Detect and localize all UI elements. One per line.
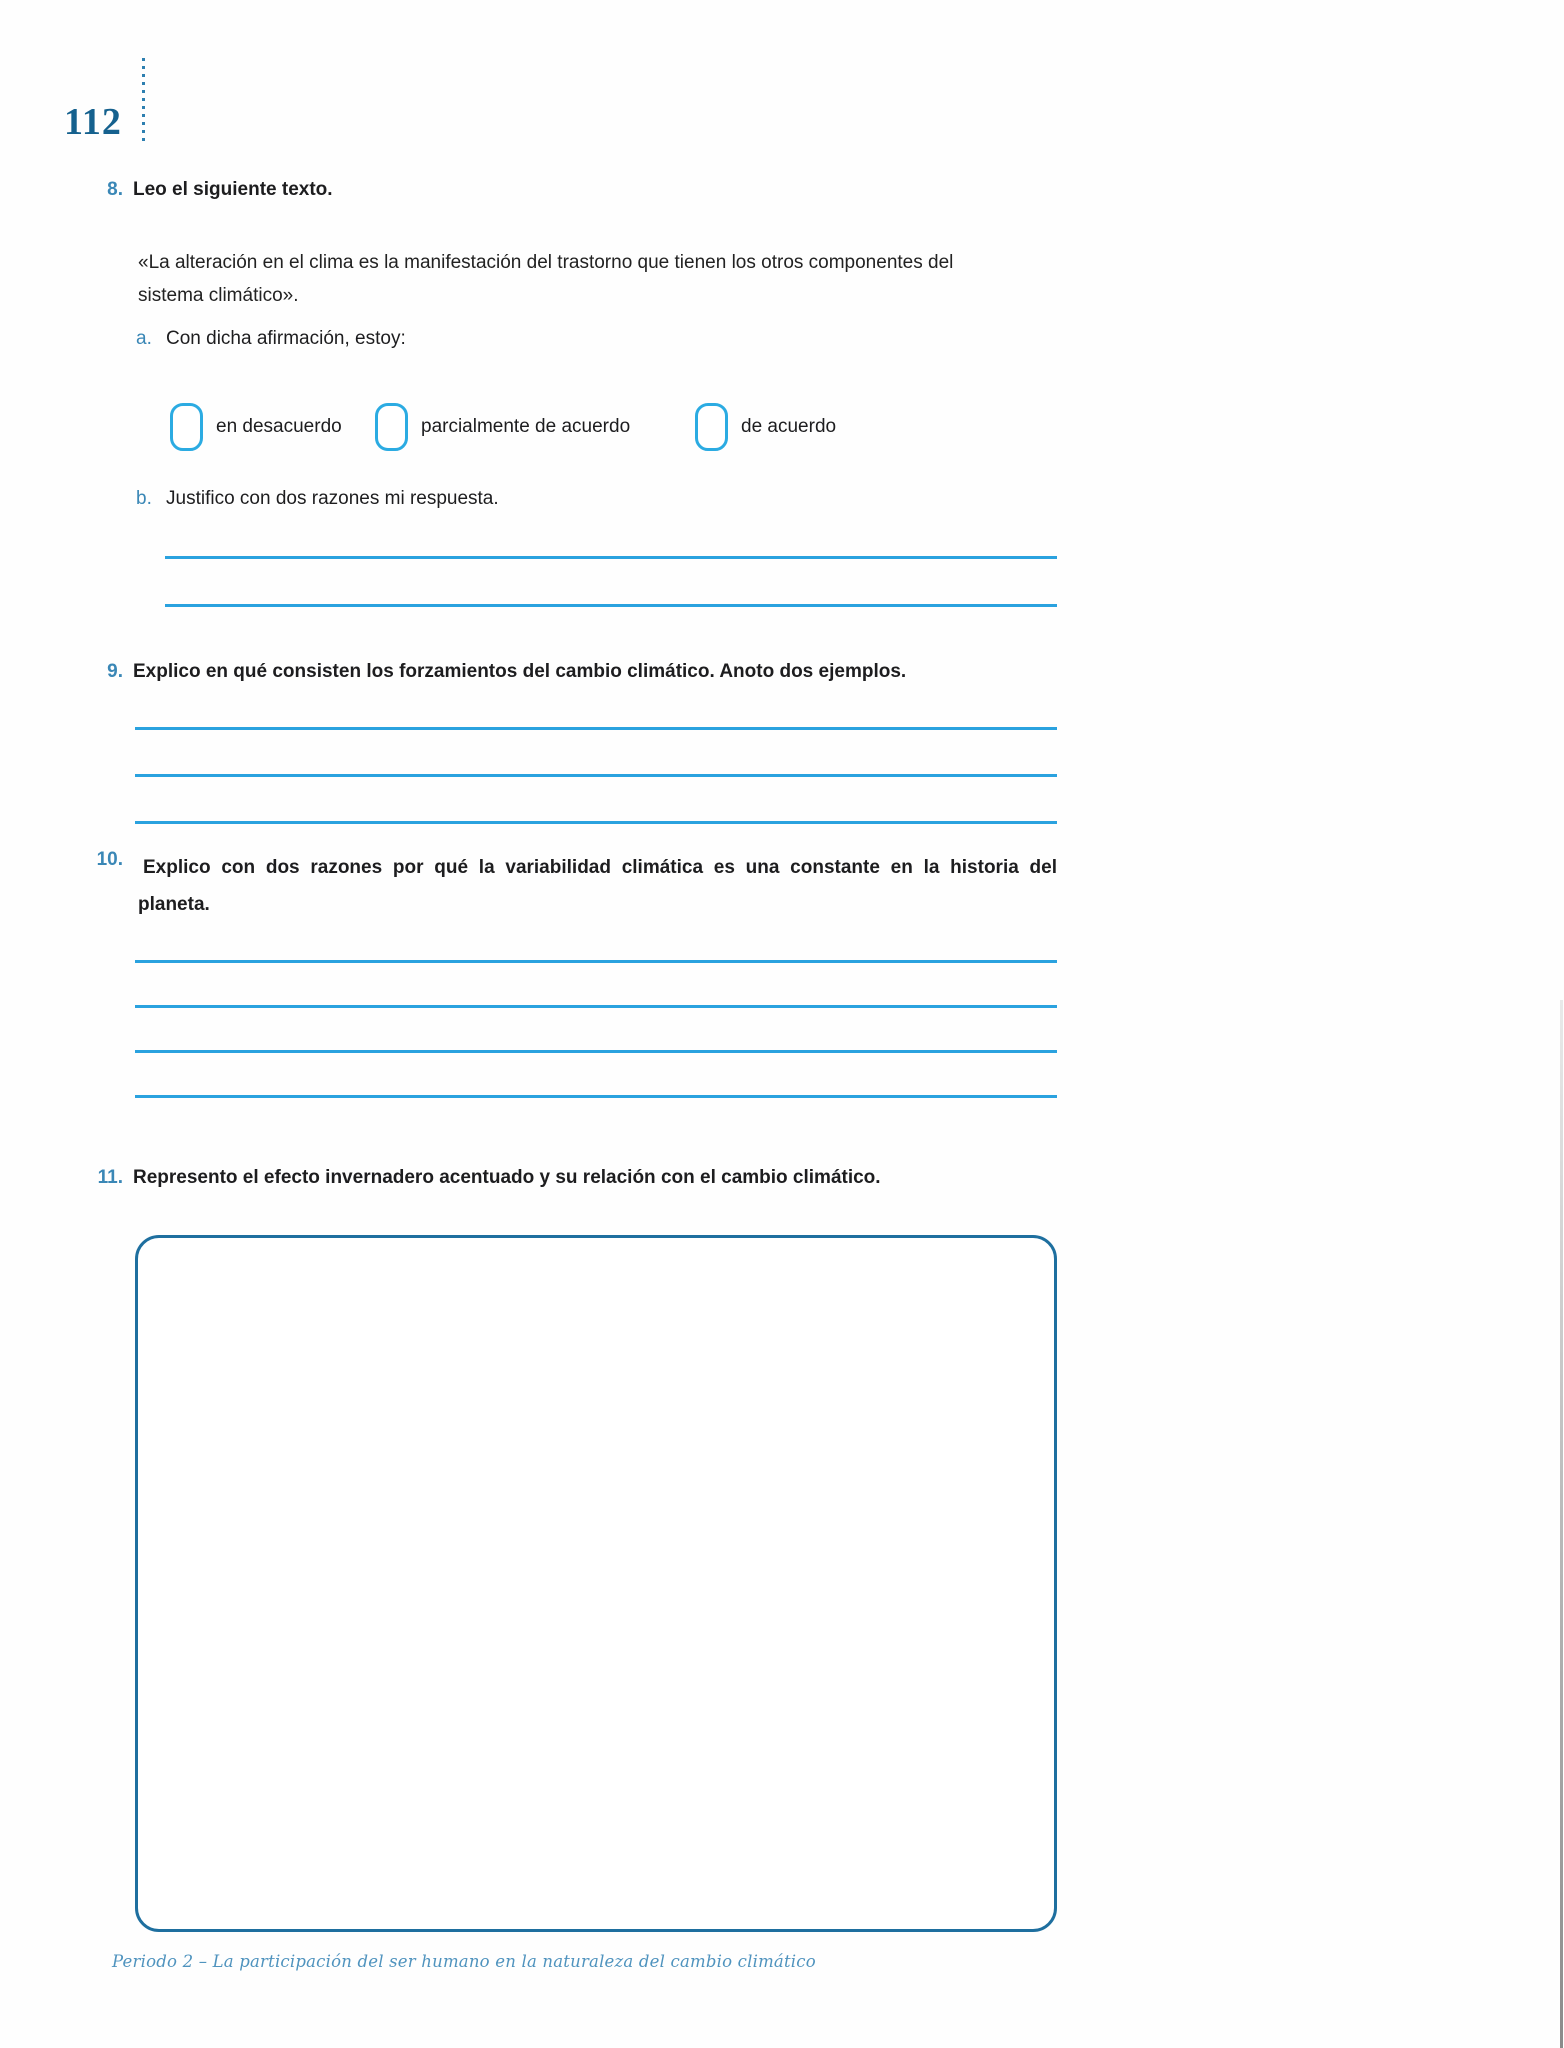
page-scan-edge bbox=[1560, 1000, 1563, 2048]
answer-line[interactable] bbox=[165, 604, 1057, 607]
quote-line-2: sistema climático». bbox=[138, 285, 299, 306]
exercise-9-heading bbox=[85, 661, 906, 683]
drawing-box[interactable] bbox=[135, 1235, 1057, 1932]
option-label-de-acuerdo: de acuerdo bbox=[741, 416, 837, 437]
checkbox-en-desacuerdo[interactable] bbox=[170, 403, 203, 451]
exercise-10-title-line-2: planeta. bbox=[138, 894, 210, 915]
exercise-11-number: 11. bbox=[97, 1167, 123, 1188]
exercise-10-title bbox=[138, 849, 1057, 923]
answer-line[interactable] bbox=[135, 727, 1057, 730]
answer-line[interactable] bbox=[135, 960, 1057, 963]
answer-line[interactable] bbox=[165, 556, 1057, 559]
item-a-prompt: Con dicha afirmación, estoy: bbox=[166, 328, 406, 349]
answer-line[interactable] bbox=[135, 1005, 1057, 1008]
answer-line[interactable] bbox=[135, 821, 1057, 824]
option-label-parcialmente-de-acuerdo: parcialmente de acuerdo bbox=[421, 416, 631, 437]
answer-lines-10 bbox=[135, 960, 1057, 1098]
answer-line[interactable] bbox=[135, 1050, 1057, 1053]
exercise-8-number: 8. bbox=[107, 179, 123, 200]
item-a-letter: a. bbox=[136, 328, 152, 349]
exercise-8-heading bbox=[85, 179, 333, 201]
answer-lines-9 bbox=[135, 727, 1057, 824]
exercise-11-title: Represento el efecto invernadero acentuado y su relación con el cambio climático. bbox=[133, 1167, 881, 1188]
checkbox-parcialmente-de-acuerdo[interactable] bbox=[375, 403, 408, 451]
exercise-8-title: Leo el siguiente texto. bbox=[133, 179, 333, 200]
option-en-desacuerdo bbox=[170, 403, 342, 451]
dotted-divider bbox=[142, 58, 145, 146]
footer-caption: Periodo 2 – La participación del ser humano en la naturaleza del cambio climático bbox=[112, 1952, 816, 1971]
exercise-10-number: 10. bbox=[96, 849, 123, 870]
exercise-11-heading bbox=[85, 1167, 881, 1189]
item-b-prompt-row bbox=[136, 488, 499, 510]
option-parcialmente-de-acuerdo bbox=[375, 403, 630, 451]
checkbox-de-acuerdo[interactable] bbox=[695, 403, 728, 451]
item-b-prompt: Justifico con dos razones mi respuesta. bbox=[166, 488, 499, 509]
item-b-letter: b. bbox=[136, 488, 152, 509]
option-label-en-desacuerdo: en desacuerdo bbox=[216, 416, 342, 437]
quote-line-1: «La alteración en el clima es la manifestación del trastorno que tienen los otros componentes del bbox=[138, 252, 954, 273]
exercise-10-heading bbox=[85, 849, 133, 871]
page-number: 112 bbox=[64, 101, 122, 143]
item-a-prompt-row bbox=[136, 328, 406, 350]
quote-text bbox=[138, 246, 953, 312]
answer-lines-8b bbox=[165, 556, 1057, 607]
answer-line[interactable] bbox=[135, 774, 1057, 777]
exercise-10-title-line-1: Explico con dos razones por qué la variabilidad climática es una constante en la historia del bbox=[143, 857, 1057, 878]
answer-line[interactable] bbox=[135, 1095, 1057, 1098]
exercise-9-title: Explico en qué consisten los forzamientos del cambio climático. Anoto dos ejemplos. bbox=[133, 661, 907, 682]
exercise-9-number: 9. bbox=[107, 661, 123, 682]
option-de-acuerdo bbox=[695, 403, 836, 451]
